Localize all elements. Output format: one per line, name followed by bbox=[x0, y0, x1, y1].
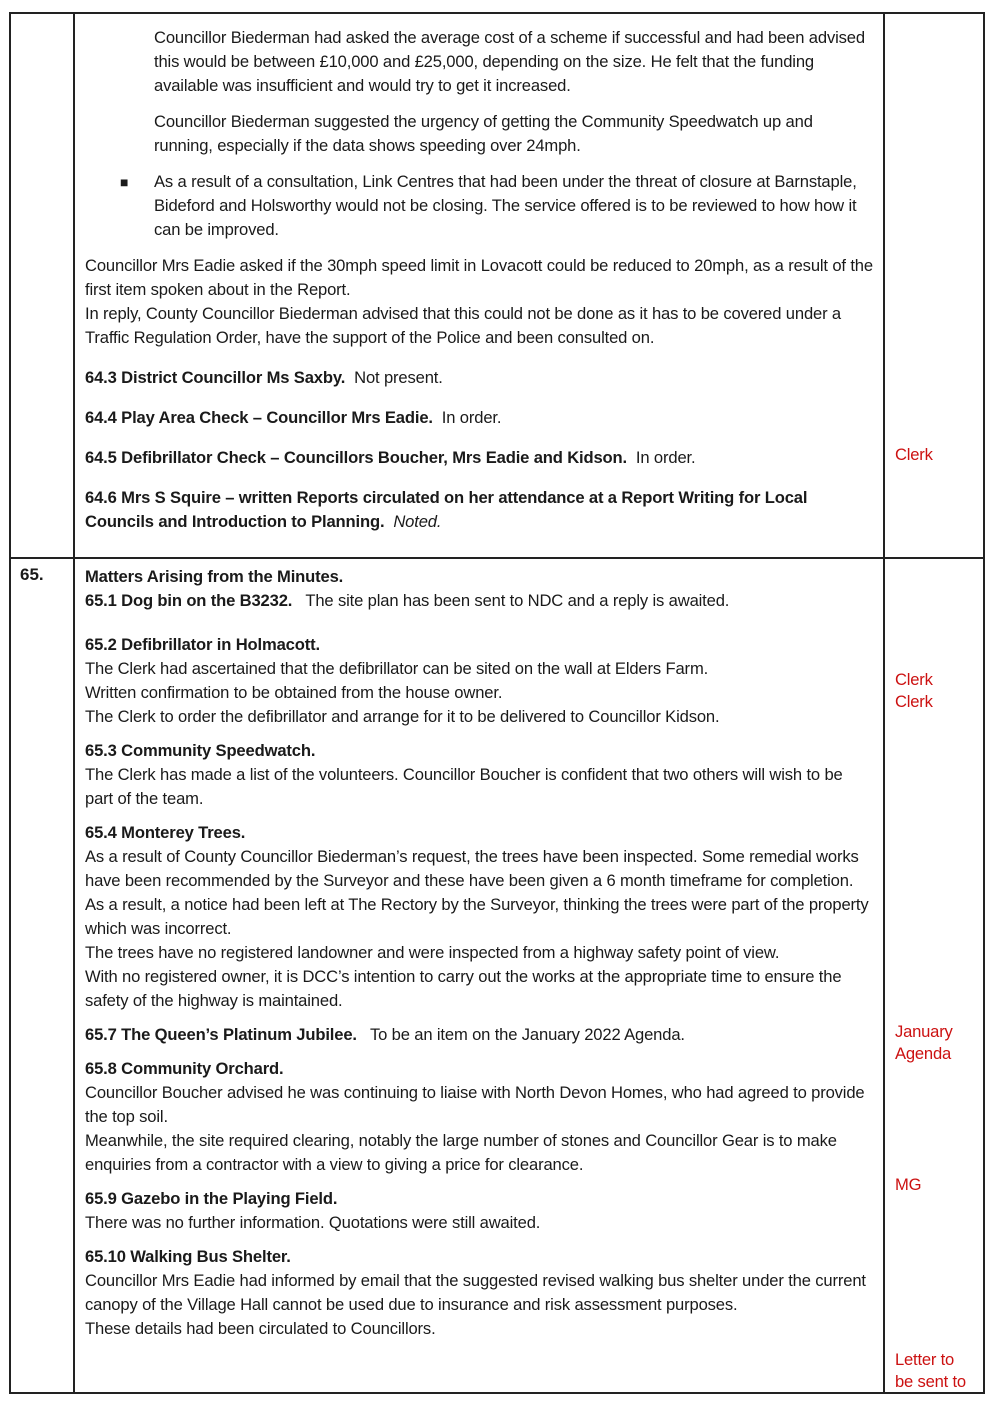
item-number-cell bbox=[10, 13, 74, 558]
item-text: The site plan has been sent to NDC and a reply is awaited. bbox=[305, 591, 730, 610]
item-65-10-paragraph: These details had been circulated to Councillors. bbox=[85, 1319, 436, 1338]
item-heading: 64.5 Defibrillator Check – Councillors Boucher, Mrs Eadie and Kidson. bbox=[85, 448, 627, 467]
action-clerk: Clerk bbox=[895, 670, 933, 689]
paragraph-speed-limit-question: Councillor Mrs Eadie asked if the 30mph speed limit in Lovacott could be reduced to 20mph, as a result of the first item spoken about in the Report. bbox=[85, 256, 873, 299]
action-january: January bbox=[895, 1022, 953, 1041]
item-heading: 64.6 Mrs S Squire – written Reports circulated on her attendance at a Report Writing for Local Councils and Introduction to Planning. bbox=[85, 488, 808, 531]
minutes-row-65 bbox=[10, 558, 984, 1393]
item-text: Not present. bbox=[354, 368, 443, 387]
item-65-8-paragraph: Meanwhile, the site required clearing, notably the large number of stones and Councillor Gear is to make enquiries from a contractor with a view to giving a price for clearance. bbox=[85, 1131, 837, 1174]
minutes-body-cell bbox=[74, 558, 884, 1393]
item-text: In order. bbox=[635, 448, 696, 467]
item-65-4-heading: 65.4 Monterey Trees. bbox=[85, 823, 246, 842]
item-65-9-heading: 65.9 Gazebo in the Playing Field. bbox=[85, 1189, 338, 1208]
item-65-4-paragraph: With no registered owner, it is DCC’s intention to carry out the works at the appropriate time to ensure the safety of the highway is maintained. bbox=[85, 967, 842, 1010]
action-agenda: Agenda bbox=[895, 1044, 952, 1063]
item-65-8-paragraph: Councillor Boucher advised he was continuing to liaise with North Devon Homes, who had agreed to provide the top soil. bbox=[85, 1083, 865, 1126]
item-65-2-heading: 65.2 Defibrillator in Holmacott. bbox=[85, 635, 320, 654]
item-65-1 bbox=[75, 589, 883, 613]
item-heading: 65.1 Dog bin on the B3232. bbox=[85, 591, 293, 610]
minutes-row-64-continued bbox=[10, 13, 984, 558]
action-letter: Letter to bbox=[895, 1350, 955, 1369]
action-cell bbox=[884, 13, 984, 558]
minutes-body-cell bbox=[74, 13, 884, 558]
paragraph-speedwatch-urgency: Councillor Biederman suggested the urgency of getting the Community Speedwatch up and running, especially if the data shows speeding over 24mph. bbox=[154, 112, 813, 155]
item-65-4-paragraph: The trees have no registered landowner and were inspected from a highway safety point of view. bbox=[85, 943, 780, 962]
item-65-3-heading: 65.3 Community Speedwatch. bbox=[85, 741, 316, 760]
section-title: Matters Arising from the Minutes. bbox=[85, 567, 344, 586]
item-64-4 bbox=[75, 406, 883, 430]
item-text: Noted. bbox=[393, 512, 442, 531]
item-64-6 bbox=[75, 486, 883, 534]
item-65-10-paragraph: Councillor Mrs Eadie had informed by email that the suggested revised walking bus shelter under the current canopy of the Village Hall cannot be used due to insurance and risk assessment purposes. bbox=[85, 1271, 866, 1314]
item-heading: 64.4 Play Area Check – Councillor Mrs Eadie. bbox=[85, 408, 433, 427]
item-65-10-heading: 65.10 Walking Bus Shelter. bbox=[85, 1247, 291, 1266]
item-text: To be an item on the January 2022 Agenda. bbox=[369, 1025, 685, 1044]
item-65-3-text: The Clerk has made a list of the volunteers. Councillor Boucher is confident that two others will wish to be part of the team. bbox=[85, 765, 843, 808]
item-65-4-paragraph: As a result of County Councillor Biederman’s request, the trees have been inspected. Some remedial works have been recommended by the Surveyor and these have been given a 6 month timeframe for completion. bbox=[85, 847, 859, 890]
paragraph-scheme-cost: Councillor Biederman had asked the average cost of a scheme if successful and had been advised this would be between £10,000 and £25,000, depending on the size. He felt that the funding available was insufficient and would try to get it increased. bbox=[154, 28, 865, 95]
action-cell bbox=[884, 558, 984, 1393]
item-65-2-line: The Clerk had ascertained that the defibrillator can be sited on the wall at Elders Farm. bbox=[85, 659, 709, 678]
item-number: 65. bbox=[20, 565, 44, 584]
paragraph-speed-limit-reply: In reply, County Councillor Biederman advised that this could not be done as it has to be covered under a Traffic Regulation Order, have the support of the Police and been consulted on. bbox=[85, 304, 842, 347]
bullet-icon: ■ bbox=[120, 174, 129, 190]
action-clerk: Clerk bbox=[895, 445, 933, 464]
minutes-page bbox=[9, 12, 983, 1392]
item-65-4-paragraph: As a result, a notice had been left at The Rectory by the Surveyor, thinking the trees were part of the property which was incorrect. bbox=[85, 895, 869, 938]
item-heading: 65.7 The Queen’s Platinum Jubilee. bbox=[85, 1025, 357, 1044]
bullet-item-link-centres bbox=[75, 170, 883, 242]
action-mg: MG bbox=[895, 1175, 922, 1194]
item-number-cell bbox=[10, 558, 74, 1393]
item-64-3 bbox=[75, 366, 883, 390]
item-65-7 bbox=[75, 1023, 883, 1047]
item-heading: 64.3 District Councillor Ms Saxby. bbox=[85, 368, 346, 387]
action-clerk: Clerk bbox=[895, 692, 933, 711]
item-65-2-line: Written confirmation to be obtained from the house owner. bbox=[85, 683, 503, 702]
action-letter-cont: be sent to bbox=[895, 1372, 966, 1391]
item-65-8-heading: 65.8 Community Orchard. bbox=[85, 1059, 284, 1078]
item-65-9-text: There was no further information. Quotations were still awaited. bbox=[85, 1213, 541, 1232]
item-64-5 bbox=[75, 446, 883, 470]
item-65-2-line: The Clerk to order the defibrillator and arrange for it to be delivered to Councillor Kidson. bbox=[85, 707, 720, 726]
minutes-table bbox=[9, 12, 985, 1394]
bullet-text: As a result of a consultation, Link Centres that had been under the threat of closure at Barnstaple, Bideford and Holsworthy would not be closing. The service offered is to be reviewed to how how it can be improved. bbox=[154, 172, 857, 239]
item-text: In order. bbox=[441, 408, 502, 427]
